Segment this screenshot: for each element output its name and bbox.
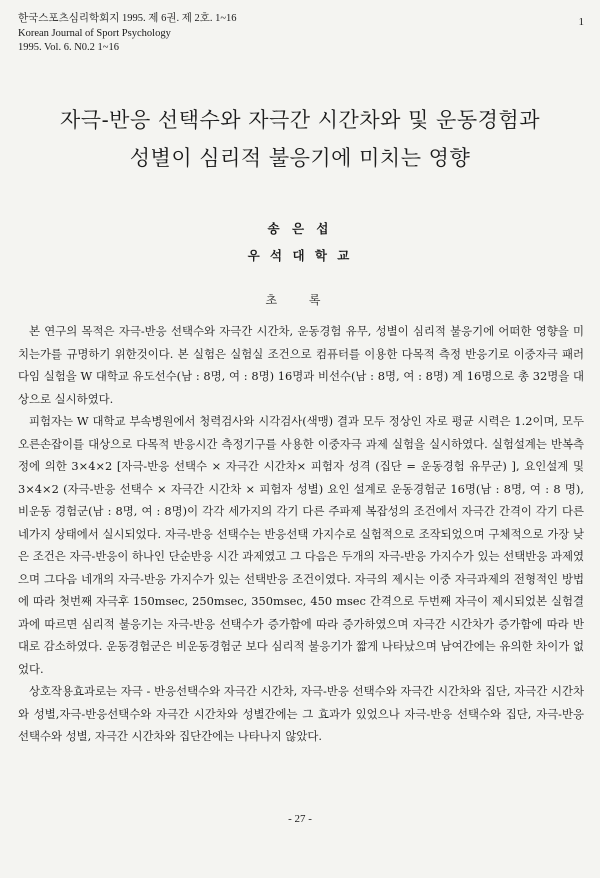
paper-title	[20, 101, 580, 177]
journal-header	[18, 12, 237, 56]
abstract-paragraph-3: 상호작용효과로는 자극 - 반응선택수와 자극간 시간차, 자극-반응 선택수와 자극간 시간차와 집단, 자극간 시간차와 성별,자극-반응선택수와 자극간 시간차와 성별간에는 그 효과가 있었으나 자극-반응 선택수와 집단, 자극-반응 선택수와 성별, 자극간 시간차와 집단간에는 나타나지 않았다.	[18, 684, 584, 743]
paper-title-line-2: 성별이 심리적 불응기에 미치는 영향	[129, 146, 471, 170]
journal-header-korean: 한국스포츠심리학회지 1995. 제 6권. 제 2호. 1~16	[18, 13, 237, 24]
abstract-paragraph-2: 피험자는 W 대학교 부속병원에서 청력검사와 시각검사(색맹) 결과 모두 정상인 자로 평균 시력은 1.2이며, 모두 오른손잡이를 대상으로 다목적 반응시간 측정기구를 사용한 이중자극 과제 실험을 실시하였다. 실험설계는 반복측정에 의한 3×4×2 [자극-반응 선택수 × 자극간 시간차× 피험자 성격 (집단 = 운동경험 유무군) ], 요인설계 및 3×4×2 (자극-반응 선택수 × 자극간 시간차 × 피험자 성별) 요인 설계로 운동경험군 16명(남 : 8명, 여 : 8 명), 비운동 경험군(남 : 8명, 여 : 8명)이 각각 세가지의 각기 다른 주파제 복잡성의 조건에서 자극간 간격이 각기 다른 네가지 상태에서 실시되었다. 자극-반응 선택수는 반응선택 가지수로 실험적으로 조작되었으며 구체적으로 가장 낮은 조건은 자극-반응이 하나인 단순반응 시간 과제였고 그 다음은 두개의 자극-반응 가지수가 있는 선택반응 과제였으며 그다음 네개의 자극-반응 가지수가 있는 선택반응 조건이였다. 자극의 제시는 이중 자극과제의 전형적인 방법에 따라 첫번째 자극후 150msec, 250msec, 350msec, 450 msec 간격으로 두번째 자극이 제시되었본 실험결과에 따르면 심리적 불응기는 자극-반응 선택수가 증가함에 따라 증가하였으며 자극간 시간차가 증가함에 따라 반대로 감소하였다. 운동경험군은 비운동경험군 보다 심리적 불응기가 짧게 나타났으며 남여간에는 유의한 차이가 없었다.	[18, 414, 584, 676]
author-name: 송 은 섭	[267, 221, 333, 236]
page-number-top: 1	[578, 16, 584, 28]
abstract-paragraph-1: 본 연구의 목적은 자극-반응 선택수와 자극간 시간차, 운동경험 유무, 성별이 심리적 불응기에 어떠한 영향을 미치는가를 규명하기 위한것이다. 본 실험은 실험실 조건으로 컴퓨터를 이용한 다목적 측정 반응기로 이중자극 패러다임 실험을 W 대학교 유도선수(남 : 8명, 여 : 8명) 16명과 비선수(남 : 8명, 여 : 8명) 계 16명으로 총 32명을 대상으로 실시하였다.	[18, 324, 584, 406]
page-number-bottom: - 27 -	[288, 813, 312, 825]
author-affiliation: 우 석 대 학 교	[247, 248, 353, 263]
paper-title-line-1: 자극-반응 선택수와 자극간 시간차와 및 운동경험과	[60, 108, 540, 132]
journal-header-english: Korean Journal of Sport Psychology	[18, 27, 171, 39]
abstract-heading: 초 록	[265, 293, 335, 307]
journal-header-volume: 1995. Vol. 6. N0.2 1~16	[18, 42, 119, 53]
abstract-body	[18, 320, 584, 748]
